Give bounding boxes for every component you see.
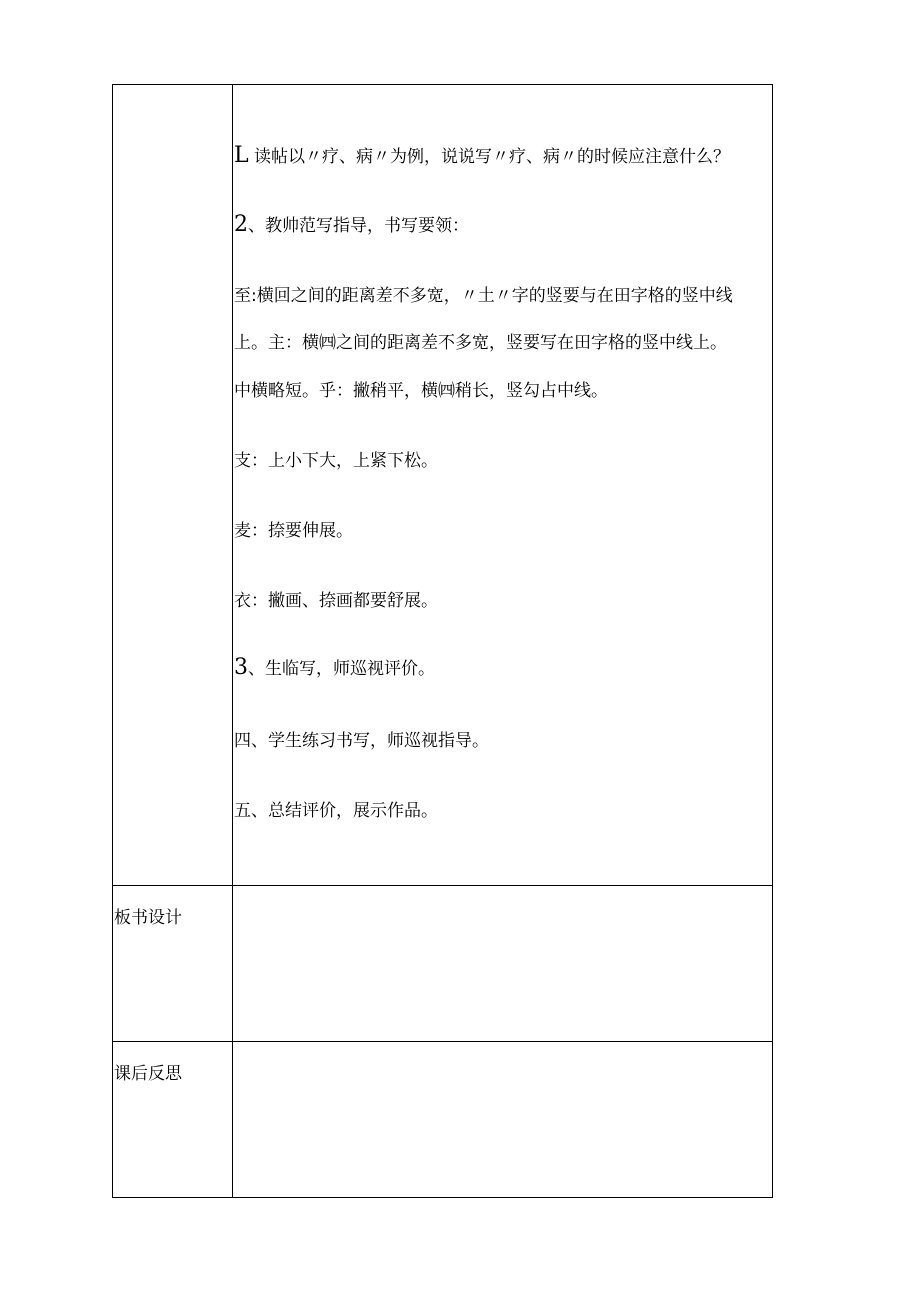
guidance-line: 至:横回之间的距离差不多宽，〃土〃字的竖要与在田字格的竖中线 bbox=[234, 286, 733, 306]
guidance-line: 中横略短。乎：撇稍平，横㈣稍长，竖勾占中线。 bbox=[234, 381, 608, 401]
step-1-line bbox=[234, 144, 730, 169]
reflection-label-cell bbox=[113, 1042, 233, 1198]
process-label-cell bbox=[113, 85, 233, 886]
guidance-line: 麦：捺要伸展。 bbox=[234, 521, 353, 541]
reflection-label: 课后反思 bbox=[114, 1064, 182, 1084]
step-2-text: 、教帅范写指导，书写要领： bbox=[248, 216, 469, 236]
process-content-cell bbox=[233, 85, 773, 886]
reflection-row bbox=[113, 1042, 773, 1198]
step-2-line bbox=[234, 213, 469, 238]
lesson-plan-table bbox=[112, 84, 773, 1198]
reflection-content-cell bbox=[233, 1042, 773, 1198]
guidance-line: 上。主：横㈣之间的距离差不多宽，竖要写在田字格的竖中线上。 bbox=[234, 333, 727, 353]
teaching-process-row bbox=[113, 85, 773, 886]
step-1-text: 读帖以〃疗、病〃为例，说说写〃疗、病〃的时候应注意什么？ bbox=[248, 147, 731, 167]
guidance-line: 支：上小下大，上紧下松。 bbox=[234, 451, 438, 471]
board-design-content-cell bbox=[233, 886, 773, 1042]
board-design-row bbox=[113, 886, 773, 1042]
step-2-number: 2 bbox=[234, 212, 248, 237]
step-3-line bbox=[234, 656, 435, 681]
step-3-number: 3 bbox=[234, 655, 248, 680]
section-5-heading: 五、总结评价，展示作品。 bbox=[234, 801, 438, 821]
board-design-label: 板书设计 bbox=[114, 908, 182, 928]
guidance-line: 衣：撇画、捺画都要舒展。 bbox=[234, 591, 438, 611]
section-4-heading: 四、学生练习书写，师巡视指导。 bbox=[234, 731, 489, 751]
step-1-number: L bbox=[234, 143, 249, 168]
board-design-label-cell bbox=[113, 886, 233, 1042]
step-3-text: 、生临写，师巡视评价。 bbox=[248, 659, 435, 679]
